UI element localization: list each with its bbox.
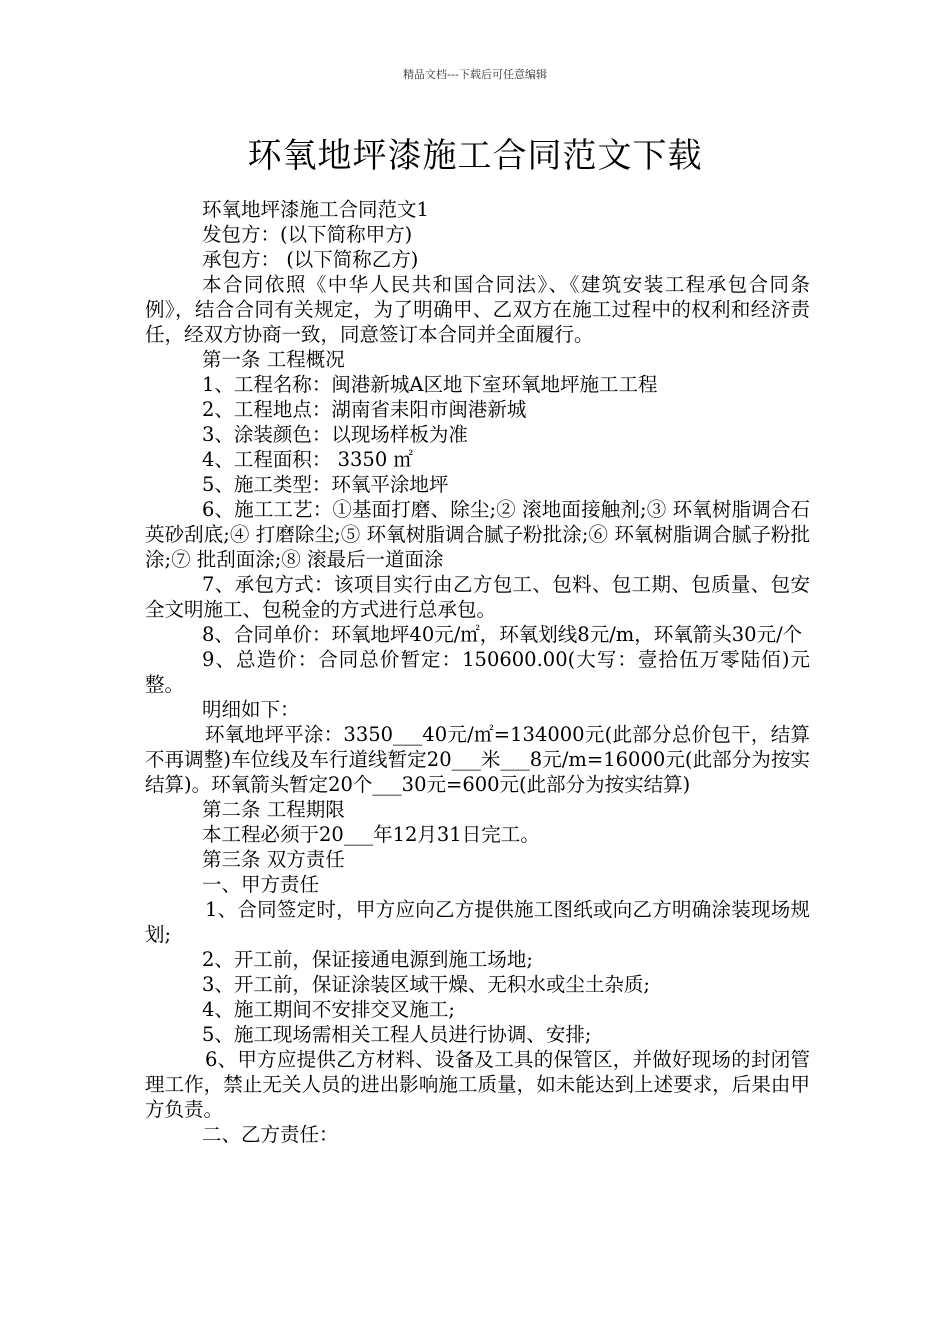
party-a-duty-2: 2、开工前，保证接通电源到施工场地; — [202, 948, 533, 971]
paragraph-subtitle: 环氧地坪漆施工合同范文1 — [202, 198, 429, 221]
paragraph-party-b: 承包方： (以下简称乙方) — [202, 248, 419, 271]
party-a-duty-5: 5、施工现场需相关工程人员进行协调、安排; — [202, 1023, 592, 1046]
item-construction-process: 6、施工工艺：①基面打磨、除尘;② 滚地面接触剂;③ 环氧树脂调合石英砂刮底;④ 打磨除尘;⑤ 环氧树脂调合腻子粉批涂;⑥ 环氧树脂调合腻子粉批涂;⑦ 批刮面涂;⑧ 滚最后一道面涂 — [145, 498, 810, 571]
item-total-price: 9、总造价：合同总价暂定：150600.00(大写：壹拾伍万零陆佰)元整。 — [145, 648, 810, 696]
paragraph-preamble: 本合同依照《中华人民共和国合同法》、《建筑安装工程承包合同条例》，结合合同有关规定，为了明确甲、乙双方在施工过程中的权利和经济责任，经双方协商一致，同意签订本合同并全面履行。 — [145, 273, 810, 346]
party-a-duty-3: 3、开工前，保证涂装区域干燥、无积水或尘土杂质; — [202, 973, 650, 996]
party-b-duties-heading: 二、乙方责任： — [202, 1123, 339, 1146]
item-construction-type: 5、施工类型：环氧平涂地坪 — [202, 473, 449, 496]
paragraph-party-a: 发包方：(以下简称甲方) — [202, 223, 413, 246]
paragraph-deadline: 本工程必须于20___年12月31日完工。 — [202, 823, 540, 846]
paragraph-details-heading: 明细如下： — [202, 698, 300, 721]
party-a-duty-4: 4、施工期间不安排交叉施工; — [202, 998, 455, 1021]
article-2-heading: 第二条 工程期限 — [202, 798, 345, 821]
item-project-location: 2、工程地点：湖南省耒阳市闽港新城 — [202, 398, 527, 421]
item-unit-price: 8、合同单价：环氧地坪40元/㎡，环氧划线8元/m，环氧箭头30元/个 — [202, 623, 803, 646]
party-a-duty-1: 1、合同签定时，甲方应向乙方提供施工图纸或向乙方明确涂装现场规划; — [145, 898, 810, 946]
party-a-duty-6: 6、甲方应提供乙方材料、设备及工具的保管区，并做好现场的封闭管理工作，禁止无关人员的进出影响施工质量，如未能达到上述要求，后果由甲方负责。 — [145, 1048, 810, 1121]
contract-body — [145, 197, 810, 1147]
item-coating-color: 3、涂装颜色：以现场样板为准 — [202, 423, 468, 446]
item-project-area: 4、工程面积： 3350 ㎡ — [202, 448, 413, 471]
document-title: 环氧地坪漆施工合同范文下载 — [247, 136, 703, 176]
header-note: 精品文档---下载后可任意编辑 — [403, 68, 547, 81]
paragraph-details: 环氧地坪平涂：3350___40元/㎡=134000元(此部分总价包干，结算不再调整)车位线及车行道线暂定20___米___8元/m=16000元(此部分为按实结算)。环氧箭头暂定20个___30元=600元(此部分为按实结算) — [145, 723, 810, 796]
article-1-heading: 第一条 工程概况 — [202, 348, 345, 371]
item-project-name: 1、工程名称：闽港新城A区地下室环氧地坪施工工程 — [202, 373, 658, 396]
party-a-duties-heading: 一、甲方责任 — [202, 873, 320, 896]
item-contract-method: 7、承包方式：该项目实行由乙方包工、包料、包工期、包质量、包安全文明施工、包税金的方式进行总承包。 — [145, 573, 810, 621]
article-3-heading: 第三条 双方责任 — [202, 848, 345, 871]
